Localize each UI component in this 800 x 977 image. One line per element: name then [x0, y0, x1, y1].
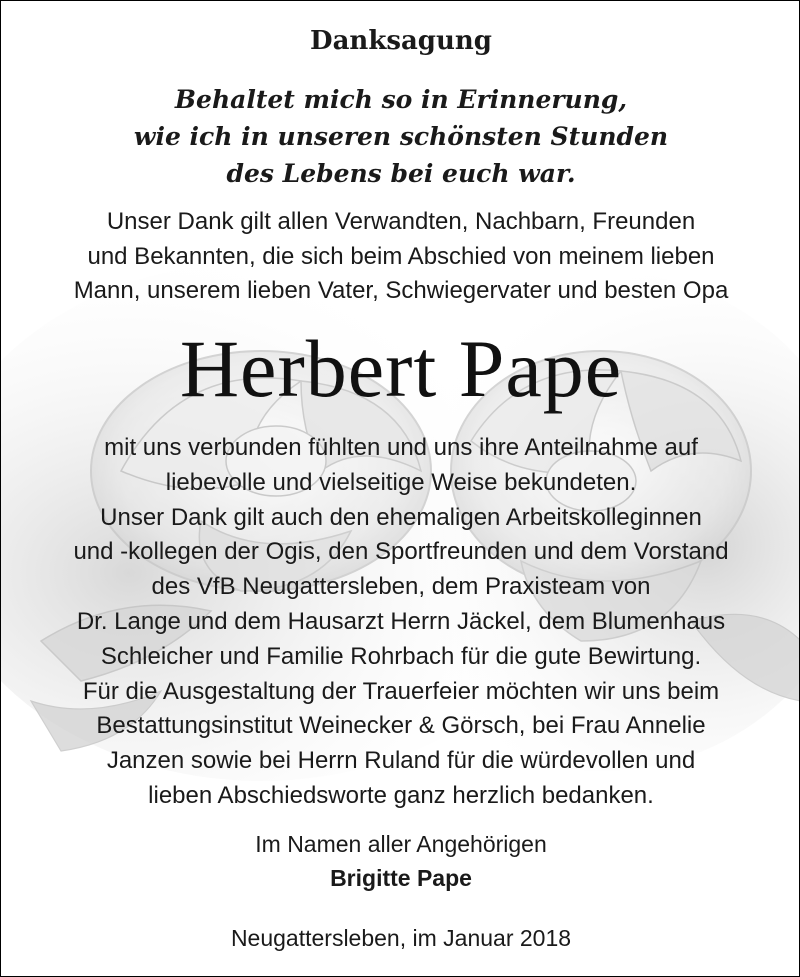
signature-name: Brigitte Pape: [330, 865, 472, 891]
body-line: Janzen sowie bei Herrn Ruland für die würdevollen und: [106, 747, 696, 775]
place-and-date: Neugattersleben, im Januar 2018: [230, 925, 572, 951]
signature-intro: Im Namen aller Angehörigen: [255, 831, 547, 857]
intro-line: und Bekannten, die sich beim Abschied von meinem lieben: [87, 242, 715, 270]
quote-line: wie ich in unseren schönsten Stunden: [133, 122, 669, 151]
body-line: lieben Abschiedsworte ganz herzlich bedanken.: [148, 781, 654, 809]
thanks-paragraph: [1, 431, 800, 814]
heading: Danksagung: [310, 26, 492, 56]
body-line: Bestattungsinstitut Weinecker & Görsch, bei Frau Annelie: [96, 712, 706, 740]
body-line: des VfB Neugattersleben, dem Praxisteam von: [151, 573, 651, 601]
intro-line: Mann, unserem lieben Vater, Schwiegervater und besten Opa: [73, 277, 729, 304]
body-line: Für die Ausgestaltung der Trauerfeier möchten wir uns beim: [82, 677, 720, 705]
body-line: Unser Dank gilt auch den ehemaligen Arbeitskolleginnen: [100, 503, 702, 531]
quote-line: Behaltet mich so in Erinnerung,: [174, 85, 628, 114]
quote-line: des Lebens bei euch war.: [226, 159, 576, 188]
body-line: liebevolle und vielseitige Weise bekundeten.: [165, 468, 637, 496]
intro-paragraph: [1, 205, 800, 309]
body-line: mit uns verbunden fühlten und uns ihre Anteilnahme auf: [104, 434, 698, 461]
body-line: Schleicher und Familie Rohrbach für die gute Bewirtung.: [100, 642, 702, 670]
body-line: Dr. Lange und dem Hausarzt Herrn Jäckel, dem Blumenhaus: [76, 607, 726, 635]
intro-line: Unser Dank gilt allen Verwandten, Nachbarn, Freunden: [106, 208, 696, 235]
deceased-name: Herbert Pape: [179, 323, 623, 414]
body-line: und -kollegen der Ogis, den Sportfreunden und dem Vorstand: [73, 538, 729, 566]
memorial-quote: [1, 81, 800, 192]
